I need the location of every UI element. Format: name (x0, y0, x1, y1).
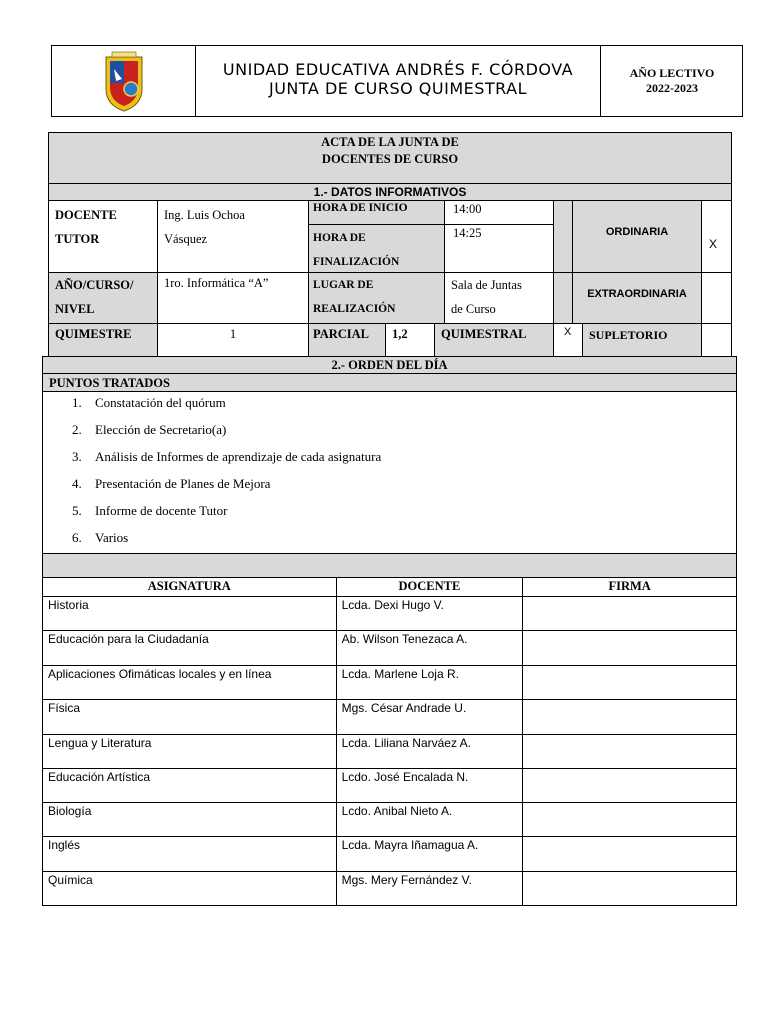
parcial-value: 1,2 (385, 323, 435, 357)
cell-asignatura: Lengua y Literatura (43, 735, 337, 769)
hora-inicio-label: HORA DE INICIO (308, 200, 445, 225)
header-firma: FIRMA (523, 578, 737, 597)
cell-asignatura: Química (43, 872, 337, 906)
hora-fin-label-cell (308, 224, 445, 273)
table-row (43, 837, 737, 872)
act-title-line2: DOCENTES DE CURSO (321, 152, 459, 166)
cell-docente: Lcdo. Anibal Nieto A. (336, 803, 523, 837)
agenda-item (43, 421, 736, 448)
hora-inicio-value: 14:00 (444, 200, 554, 225)
year-cell (600, 46, 743, 116)
cell-docente: Mgs. Mery Fernández V. (336, 872, 523, 906)
curso-label-cell (48, 272, 158, 324)
header-asignatura: ASIGNATURA (43, 578, 337, 597)
docente-label-2: TUTOR (55, 232, 100, 246)
header-subtitle: JUNTA DE CURSO QUIMESTRAL (268, 79, 527, 98)
docente-value-cell (157, 200, 309, 273)
agenda-item-text: Constatación del quórum (95, 395, 226, 410)
agenda-item-text: Varios (95, 530, 129, 545)
agenda-item (43, 502, 736, 529)
section-datos-informativos (48, 183, 732, 201)
school-name: UNIDAD EDUCATIVA ANDRÉS F. CÓRDOVA (222, 60, 574, 79)
ordinaria-label: ORDINARIA (572, 200, 702, 273)
agenda-item-number: 6. (72, 530, 82, 545)
docente-label-1: DOCENTE (55, 208, 117, 222)
agenda-item-number: 1. (72, 395, 82, 410)
cell-firma[interactable] (523, 872, 737, 906)
agenda-item-text: Análisis de Informes de aprendizaje de cada asignatura (95, 449, 382, 464)
cell-firma[interactable] (523, 769, 737, 803)
table-row (43, 700, 737, 735)
cell-docente: Lcda. Liliana Narváez A. (336, 735, 523, 769)
supletorio-label: SUPLETORIO (582, 323, 702, 357)
act-title (48, 132, 732, 184)
curso-label-2: NIVEL (55, 302, 95, 316)
act-title-line1: ACTA DE LA JUNTA DE (321, 135, 459, 149)
quimestral-label: QUIMESTRAL (434, 323, 554, 357)
curso-value: 1ro. Informática “A” (157, 272, 309, 324)
school-title (195, 60, 601, 98)
document-header (51, 45, 743, 117)
curso-label-1: AÑO/CURSO/ (55, 278, 134, 292)
agenda-item (43, 448, 736, 475)
parcial-label: PARCIAL (308, 323, 386, 357)
cell-firma[interactable] (523, 837, 737, 872)
spacer-cell-1 (553, 200, 573, 273)
cell-firma[interactable] (523, 666, 737, 700)
agenda-item-number: 5. (72, 503, 82, 518)
cell-asignatura: Biología (43, 803, 337, 837)
cell-firma[interactable] (523, 803, 737, 837)
cell-firma[interactable] (523, 597, 737, 631)
cell-firma[interactable] (523, 735, 737, 769)
agenda-spacer-row (42, 553, 737, 578)
cell-docente: Mgs. César Andrade U. (336, 700, 523, 735)
cell-docente: Lcda. Marlene Loja R. (336, 666, 523, 700)
lugar-value-2: de Curso (451, 302, 496, 316)
lugar-value-cell (444, 272, 554, 324)
supletorio-mark (701, 323, 732, 357)
docente-value-1: Ing. Luis Ochoa (164, 208, 245, 222)
header-docente: DOCENTE (336, 578, 523, 597)
ordinaria-mark: X (701, 200, 732, 273)
agenda-item-number: 3. (72, 449, 82, 464)
cell-firma[interactable] (523, 631, 737, 666)
quimestre-value: 1 (157, 323, 309, 357)
lugar-label-2: REALIZACIÓN (313, 303, 396, 315)
table-row (43, 735, 737, 769)
year-label: AÑO LECTIVO (629, 66, 715, 80)
school-crest-icon (102, 49, 146, 113)
table-row (43, 631, 737, 666)
table-row (43, 666, 737, 700)
extraordinaria-label: EXTRAORDINARIA (572, 272, 702, 324)
table-row (43, 769, 737, 803)
cell-docente: Ab. Wilson Tenezaca A. (336, 631, 523, 666)
table-row (43, 597, 737, 631)
logo-cell (52, 46, 196, 116)
subjects-header-row (43, 578, 737, 597)
cell-asignatura: Inglés (43, 837, 337, 872)
agenda-item-text: Presentación de Planes de Mejora (95, 476, 271, 491)
spacer-cell-2 (553, 272, 573, 324)
cell-firma[interactable] (523, 700, 737, 735)
hora-fin-label-2: FINALIZACIÓN (313, 256, 400, 268)
agenda-item (43, 394, 736, 421)
agenda-item (43, 529, 736, 556)
agenda-item (43, 475, 736, 502)
hora-fin-label-1: HORA DE (313, 232, 366, 244)
agenda-item-number: 4. (72, 476, 82, 491)
quimestral-mark: X (553, 323, 583, 357)
docente-value-2: Vásquez (164, 232, 208, 246)
agenda-list (42, 391, 737, 554)
table-row (43, 872, 737, 906)
agenda-item-number: 2. (72, 422, 82, 437)
table-row (43, 803, 737, 837)
lugar-label-1: LUGAR DE (313, 279, 374, 291)
lugar-value-1: Sala de Juntas (451, 278, 522, 292)
agenda-item-text: Informe de docente Tutor (95, 503, 228, 518)
subjects-table (42, 577, 737, 906)
agenda-item-text: Elección de Secretario(a) (95, 422, 227, 437)
puntos-tratados-label: PUNTOS TRATADOS (42, 373, 737, 392)
section1-label: 1.- DATOS INFORMATIVOS (313, 185, 467, 199)
hora-fin-value: 14:25 (444, 224, 554, 273)
cell-docente: Lcda. Mayra Iñamagua A. (336, 837, 523, 872)
cell-docente: Lcda. Dexi Hugo V. (336, 597, 523, 631)
cell-asignatura: Educación para la Ciudadanía (43, 631, 337, 666)
section-orden-del-dia: 2.- ORDEN DEL DÍA (42, 356, 737, 374)
extraordinaria-mark (701, 272, 732, 324)
docente-label-cell (48, 200, 158, 273)
cell-asignatura: Física (43, 700, 337, 735)
cell-asignatura: Historia (43, 597, 337, 631)
cell-docente: Lcdo. José Encalada N. (336, 769, 523, 803)
cell-asignatura: Educación Artística (43, 769, 337, 803)
cell-asignatura: Aplicaciones Ofimáticas locales y en línea (43, 666, 337, 700)
lugar-label-cell (308, 272, 445, 324)
year-value: 2022-2023 (646, 81, 698, 95)
quimestre-label: QUIMESTRE (48, 323, 158, 357)
